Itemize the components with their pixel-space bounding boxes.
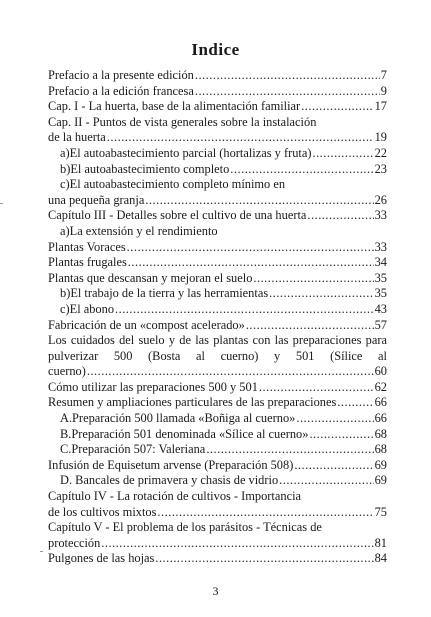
toc-entry-page: 81 bbox=[374, 535, 387, 550]
toc-entry-page: 60 bbox=[374, 364, 387, 379]
toc-entry-title: c)El abono bbox=[60, 301, 115, 316]
margin-mark bbox=[0, 203, 3, 204]
toc-entry bbox=[48, 489, 387, 520]
toc-entry bbox=[48, 520, 387, 551]
dot-leader bbox=[101, 536, 373, 552]
toc-entry-title: Resumen y ampliaciones particulares de las preparaciones bbox=[48, 395, 337, 410]
toc-entry-title: a)El autoabastecimiento parcial (hortalizas y fruta) bbox=[60, 145, 312, 160]
toc-entry-page: 33 bbox=[374, 239, 387, 254]
dot-leader bbox=[253, 271, 373, 287]
toc-entry-page: 84 bbox=[374, 551, 387, 566]
toc-entry bbox=[48, 286, 387, 302]
toc-entry bbox=[48, 208, 387, 224]
toc-entry bbox=[48, 162, 387, 178]
dot-leader bbox=[195, 68, 380, 84]
toc-entry bbox=[48, 458, 387, 474]
toc-entry bbox=[48, 442, 387, 458]
toc-entry-title: Plantas frugales bbox=[48, 255, 127, 270]
toc-entry-first-line: Cap. II - Puntos de vista generales sobre la instalación bbox=[48, 114, 317, 129]
toc-entry bbox=[48, 551, 387, 567]
toc-entry-title: A.Preparación 500 llamada «Boñiga al cuerno» bbox=[60, 411, 296, 426]
toc-entry-first-line: Los cuidados del suelo y de las plantas con las preparaciones para pulverizar 500 (Bosta al cuerno) y 501 (Sílice al bbox=[48, 333, 387, 363]
toc-entry-page: 19 bbox=[374, 130, 387, 145]
margin-mark bbox=[40, 551, 43, 552]
toc-entry-title: D. Bancales de primavera y chasis de vidrio bbox=[60, 473, 279, 488]
toc-entry bbox=[48, 427, 387, 443]
dot-leader bbox=[279, 473, 373, 489]
dot-leader bbox=[246, 318, 374, 334]
dot-leader bbox=[127, 240, 374, 256]
toc-entry-page: 43 bbox=[374, 301, 387, 316]
toc-entry-page: 33 bbox=[374, 208, 387, 223]
toc-entry-page: 69 bbox=[374, 457, 387, 472]
toc-entry-title: Cómo utilizar las preparaciones 500 y 501 bbox=[48, 379, 258, 394]
dot-leader bbox=[296, 411, 373, 427]
toc-entry-page: 35 bbox=[374, 270, 387, 285]
dot-leader bbox=[312, 146, 373, 162]
dot-leader bbox=[155, 551, 373, 567]
toc-entry-title: Plantas Voraces bbox=[48, 239, 126, 254]
toc-entry-page: 17 bbox=[374, 99, 387, 114]
toc-entry-title: de los cultivos mixtos bbox=[48, 504, 157, 519]
dot-leader bbox=[294, 458, 373, 474]
toc-entry-page: 26 bbox=[374, 192, 387, 207]
toc-entry-title: Cap. I - La huerta, base de la alimentación familiar bbox=[48, 99, 301, 114]
dot-leader bbox=[195, 84, 380, 100]
toc-entry-title: Prefacio a la edición francesa bbox=[48, 83, 194, 98]
toc-entry bbox=[48, 318, 387, 334]
toc-entry-title: B.Preparación 501 denominada «Sílice al cuerno» bbox=[60, 426, 309, 441]
toc-entry-title: una pequeña granja bbox=[48, 192, 145, 207]
dot-leader bbox=[115, 302, 374, 318]
toc-entry bbox=[48, 411, 387, 427]
toc-entry bbox=[48, 68, 387, 84]
toc-entry-page: 35 bbox=[374, 286, 387, 301]
toc-entry-title: Infusión de Equisetum arvense (Preparación 508) bbox=[48, 457, 294, 472]
toc-entry bbox=[48, 177, 387, 208]
toc-entry bbox=[48, 395, 387, 411]
toc-entry-title: Fabricación de un «compost acelerado» bbox=[48, 317, 245, 332]
toc-entry-title: de la huerta bbox=[48, 130, 106, 145]
toc-entry-first-line: c)El autoabastecimiento completo mínimo en bbox=[60, 177, 286, 192]
toc-entry-first-line: Capítulo IV - La rotación de cultivos - Importancia bbox=[48, 489, 302, 504]
toc-entry-title: b)El trabajo de la tierra y las herramientas bbox=[60, 286, 269, 301]
table-of-contents bbox=[48, 68, 387, 567]
toc-entry-page: 68 bbox=[374, 426, 387, 441]
toc-entry bbox=[48, 115, 387, 146]
toc-entry-page: 23 bbox=[374, 161, 387, 176]
toc-entry-page: 9 bbox=[380, 83, 387, 98]
toc-entry-page: 68 bbox=[374, 442, 387, 457]
toc-entry-title: protección bbox=[48, 535, 101, 550]
dot-leader bbox=[107, 130, 374, 146]
toc-entry-page: 34 bbox=[374, 255, 387, 270]
toc-entry-page: 75 bbox=[374, 504, 387, 519]
dot-leader bbox=[206, 442, 373, 458]
toc-entry-title: b)El autoabastecimiento completo bbox=[60, 161, 230, 176]
toc-entry-title: C.Preparación 507: Valeriana bbox=[60, 442, 206, 457]
toc-entry bbox=[48, 224, 387, 255]
dot-leader bbox=[337, 395, 373, 411]
toc-entry-title: cuerno) bbox=[48, 364, 86, 379]
dot-leader bbox=[309, 427, 373, 443]
dot-leader bbox=[301, 99, 373, 115]
toc-entry bbox=[48, 84, 387, 100]
toc-entry bbox=[48, 146, 387, 162]
toc-entry-first-line: Capítulo V - El problema de los parásitos - Técnicas de bbox=[48, 520, 322, 535]
toc-entry bbox=[48, 380, 387, 396]
toc-entry bbox=[48, 473, 387, 489]
page-number: 3 bbox=[212, 584, 219, 598]
dot-leader bbox=[128, 255, 374, 271]
toc-entry bbox=[48, 333, 387, 380]
toc-entry-title: Pulgones de las hojas bbox=[48, 551, 155, 566]
dot-leader bbox=[269, 286, 373, 302]
toc-entry-first-line: a)La extensión y el rendimiento bbox=[60, 223, 218, 238]
toc-entry-page: 62 bbox=[374, 379, 387, 394]
toc-entry-page: 69 bbox=[374, 473, 387, 488]
dot-leader bbox=[259, 380, 374, 396]
toc-entry-page: 22 bbox=[374, 145, 387, 160]
toc-entry-title: Prefacio a la presente edición bbox=[48, 68, 194, 82]
dot-leader bbox=[307, 208, 373, 224]
toc-entry-title: Capítulo III - Detalles sobre el cultivo de una huerta bbox=[48, 208, 307, 223]
toc-entry-page: 66 bbox=[374, 395, 387, 410]
dot-leader bbox=[157, 505, 373, 521]
toc-entry bbox=[48, 271, 387, 287]
dot-leader bbox=[87, 364, 374, 380]
toc-entry bbox=[48, 255, 387, 271]
toc-entry-page: 7 bbox=[380, 68, 387, 82]
toc-entry bbox=[48, 99, 387, 115]
toc-entry-page: 66 bbox=[374, 411, 387, 426]
dot-leader bbox=[145, 193, 373, 209]
dot-leader bbox=[230, 162, 373, 178]
toc-entry-page: 57 bbox=[374, 317, 387, 332]
toc-entry-title: Plantas que descansan y mejoran el suelo bbox=[48, 270, 253, 285]
toc-entry bbox=[48, 302, 387, 318]
page-title: Indice bbox=[191, 40, 240, 59]
